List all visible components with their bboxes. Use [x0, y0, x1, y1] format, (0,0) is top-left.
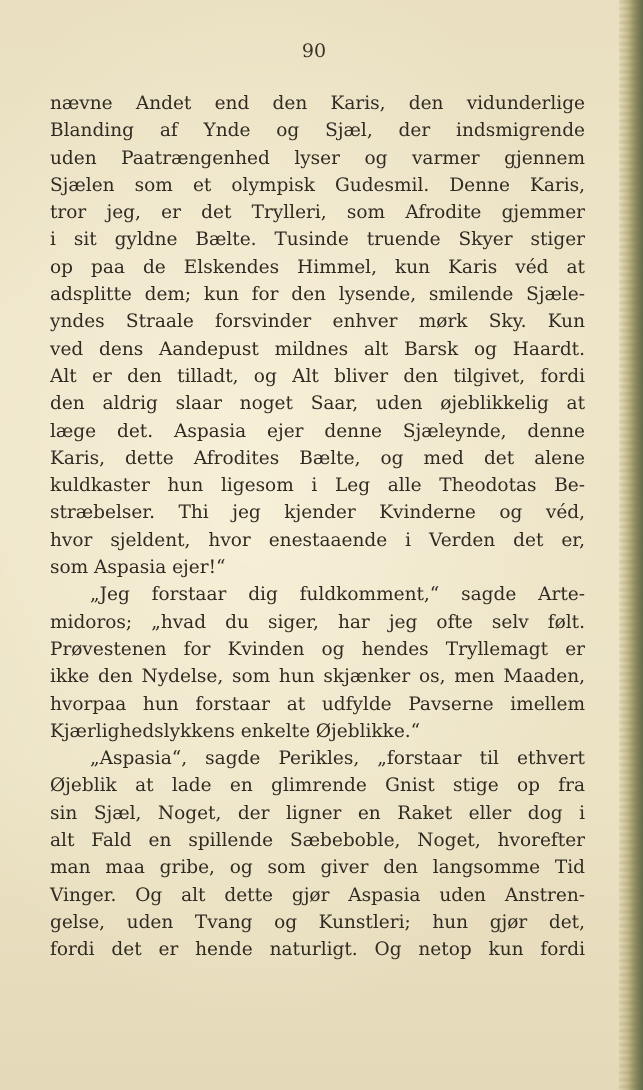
text-line: Vinger. Og alt dette gjør Aspasia uden Anstren- [50, 884, 585, 906]
text-line: Prøvestenen for Kvinden og hendes Tryllemagt er [50, 638, 585, 660]
text-line: som Aspasia ejer!“ [50, 557, 226, 579]
text-line: alt Fald en spillende Sæbeboble, Noget, hvorefter [50, 830, 585, 852]
text-line: fordi det er hende naturligt. Og netop kun fordi [50, 939, 585, 961]
text-line: ikke den Nydelse, som hun skjænker os, men Maaden, [50, 666, 585, 688]
text-line: op paa de Elskendes Himmel, kun Karis véd at [50, 256, 585, 278]
text-line: Karis, dette Afrodites Bælte, og med det alene [50, 447, 585, 469]
text-line: læge det. Aspasia ejer denne Sjæleynde, denne [50, 420, 585, 442]
text-line: stræbelser. Thi jeg kjender Kvinderne og véd, [50, 502, 585, 524]
text-line: ved dens Aandepust mildnes alt Barsk og Haardt. [50, 338, 585, 360]
page-number: 90 [301, 40, 327, 62]
text-line: den aldrig slaar noget Saar, uden øjeblikkelig at [50, 393, 585, 415]
text-line: adsplitte dem; kun for den lysende, smilende Sjæle- [50, 284, 585, 306]
text-line: yndes Straale forsvinder enhver mørk Sky. Kun [50, 311, 585, 333]
body-text [50, 90, 585, 964]
text-line: hvor sjeldent, hvor enestaaende i Verden det er, [50, 529, 585, 551]
text-line: tror jeg, er det Trylleri, som Afrodite gjemmer [50, 202, 585, 224]
text-line: „Jeg forstaar dig fuldkomment,“ sagde Arte- [90, 584, 585, 606]
text-line: midoros; „hvad du siger, har jeg ofte selv følt. [50, 611, 585, 633]
text-line: uden Paatrængenhed lyser og varmer gjennem [50, 147, 585, 169]
text-line: Sjælen som et olympisk Gudesmil. Denne Karis, [50, 174, 585, 196]
text-line: man maa gribe, og som giver den langsomme Tid [50, 857, 585, 879]
page-edge [619, 0, 643, 1090]
text-line: Alt er den tilladt, og Alt bliver den tilgivet, fordi [50, 365, 585, 387]
text-line: sin Sjæl, Noget, der ligner en Raket eller dog i [50, 802, 585, 824]
text-line: i sit gyldne Bælte. Tusinde truende Skyer stiger [50, 229, 585, 251]
text-line: kuldkaster hun ligesom i Leg alle Theodotas Be- [50, 475, 585, 497]
text-line: Øjeblik at lade en glimrende Gnist stige op fra [50, 775, 585, 797]
text-line: gelse, uden Tvang og Kunstleri; hun gjør det, [50, 911, 585, 933]
text-line: Kjærlighedslykkens enkelte Øjeblikke.“ [50, 720, 421, 742]
text-line: nævne Andet end den Karis, den vidunderlige [50, 93, 585, 114]
text-line: Blanding af Ynde og Sjæl, der indsmigrende [50, 120, 585, 142]
text-line: „Aspasia“, sagde Perikles, „forstaar til ethvert [90, 748, 585, 770]
text-line: hvorpaa hun forstaar at udfylde Pavserne imellem [50, 693, 585, 715]
